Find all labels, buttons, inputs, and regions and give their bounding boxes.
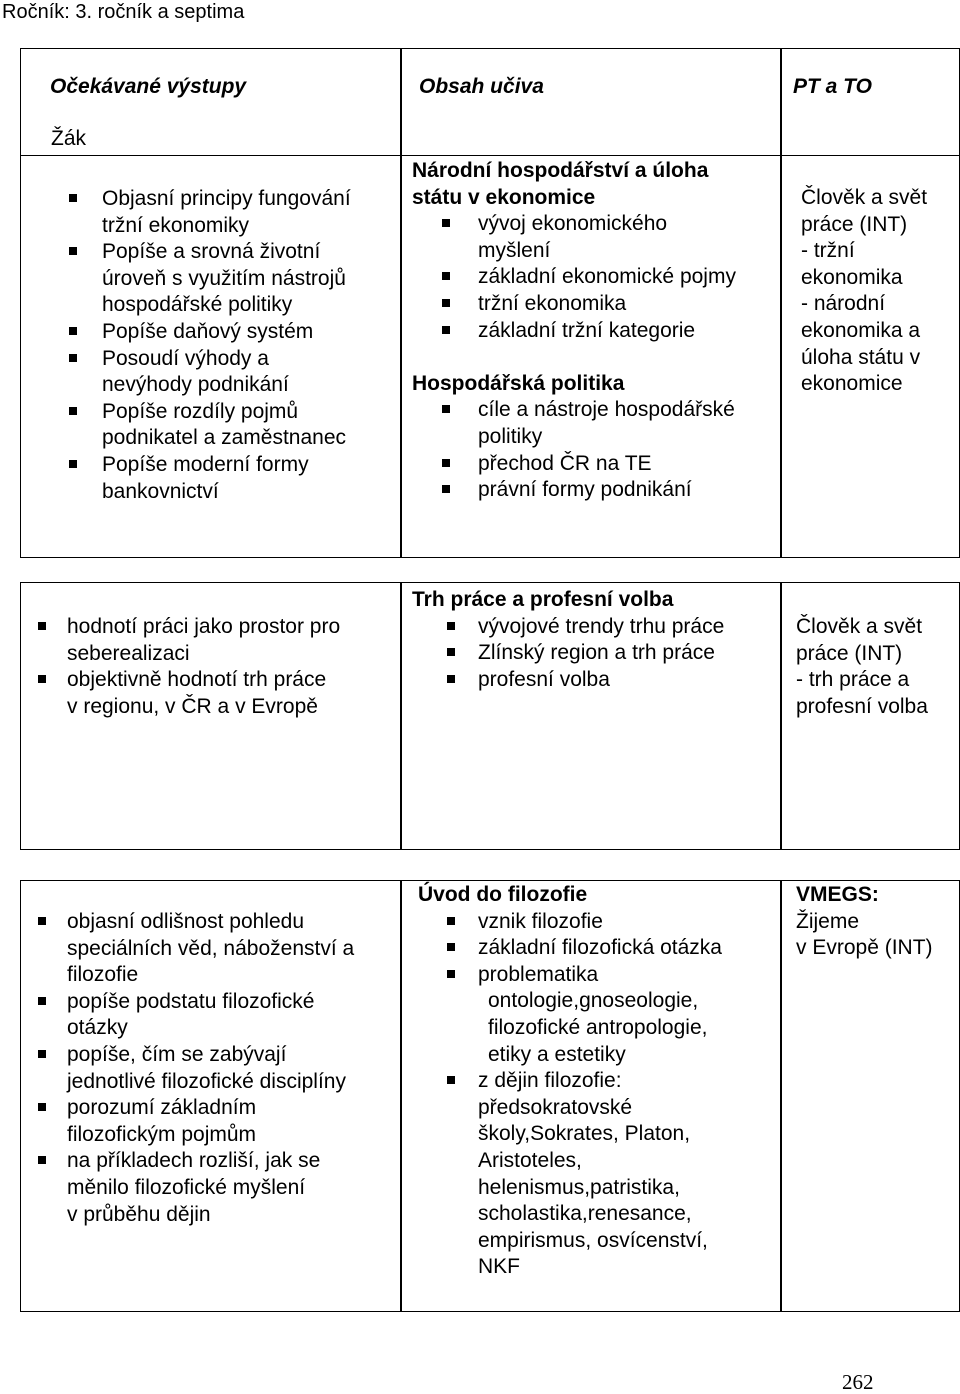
list-item: na příkladech rozliší, jak se měnilo filozofické myšlení v průběhu dějin xyxy=(37,1148,397,1228)
row1-outputs-list xyxy=(68,186,368,505)
grade-label: Ročník: 3. ročník a septima xyxy=(2,1,245,23)
text-line: filozofické antropologie, xyxy=(488,1015,708,1039)
list-item: objasní odlišnost pohledu speciálních věd, náboženství a filozofie xyxy=(37,909,397,989)
row2-outputs-list xyxy=(37,614,392,720)
list-item: Popíše a srovná životní úroveň s využitím nástrojů hospodářské politiky xyxy=(68,239,368,319)
row1-pt: Člověk a svět práce (INT) - tržní ekonomika - národní ekonomika a úloha státu v ekonomice xyxy=(801,186,928,396)
list-item: profesní volba xyxy=(478,667,772,694)
list-item: popíše podstatu filozofické otázky xyxy=(37,989,397,1042)
list-item: porozumí základním filozofickým pojmům xyxy=(37,1095,397,1148)
list-item: základní tržní kategorie xyxy=(478,318,772,345)
list-item: tržní ekonomika xyxy=(478,291,772,318)
list-item: základní filozofická otázka xyxy=(478,935,772,962)
row1-content xyxy=(412,158,772,504)
list-item: Zlínský region a trh práce xyxy=(478,640,772,667)
pt-title: VMEGS: xyxy=(796,883,879,906)
row3-pt: VMEGS: Žijeme v Evropě (INT) xyxy=(796,882,956,962)
section-list xyxy=(412,397,772,503)
pupil-label: Žák xyxy=(51,127,87,150)
list-item: Objasní principy fungování tržní ekonomiky xyxy=(68,186,368,239)
list-item: problematika xyxy=(478,962,772,989)
list-item: Popíše rozdíly pojmů podnikatel a zaměstnanec xyxy=(68,399,368,452)
list-item: vývoj ekonomického myšlení xyxy=(478,211,772,264)
text-line: ontologie,gnoseologie, xyxy=(488,989,699,1013)
list-item: z dějin filozofie: předsokratovské školy,Sokrates, Platon, Aristoteles, helenismus,patristika, scholastika,renesance, empirismus, osvícenství, NKF xyxy=(478,1068,772,1281)
header-outputs: Očekávané výstupy xyxy=(50,75,247,98)
list-item: hodnotí práci jako prostor pro seberealizaci xyxy=(37,614,392,667)
header-pt: PT a TO xyxy=(793,75,872,98)
list-item: Posoudí výhody a nevýhody podnikání xyxy=(68,346,368,399)
list-item: přechod ČR na TE xyxy=(478,451,772,478)
row2-content xyxy=(412,587,772,693)
section-title: Úvod do filozofie xyxy=(418,883,588,906)
list-item: cíle a nástroje hospodářské politiky xyxy=(478,397,772,450)
section-title: Hospodářská politika xyxy=(412,371,625,395)
section-list xyxy=(412,614,772,694)
page-number: 262 xyxy=(842,1370,874,1394)
row2-pt: Člověk a svět práce (INT) - trh práce a profesní volba xyxy=(796,615,928,718)
text-line: etiky a estetiky xyxy=(488,1042,626,1066)
list-item: základní ekonomické pojmy xyxy=(478,264,772,291)
list-item: vznik filozofie xyxy=(478,909,772,936)
list-item: vývojové trendy trhu práce xyxy=(478,614,772,641)
section-list xyxy=(412,909,772,989)
list-item: popíše, čím se zabývají jednotlivé filozofické disciplíny xyxy=(37,1042,397,1095)
section-title: Národní hospodářství a úloha státu v ekonomice xyxy=(412,159,709,209)
list-item: objektivně hodnotí trh práce v regionu, v ČR a v Evropě xyxy=(37,667,392,720)
header-content: Obsah učiva xyxy=(419,75,544,98)
list-item: Popíše daňový systém xyxy=(68,319,368,346)
list-item: Popíše moderní formy bankovnictví xyxy=(68,452,368,505)
section-title: Trh práce a profesní volba xyxy=(412,588,674,611)
row3-outputs-list xyxy=(37,909,397,1228)
section-list xyxy=(412,211,772,344)
list-item: právní formy podnikání xyxy=(478,477,772,504)
row3-content xyxy=(412,882,772,1281)
section-list xyxy=(412,1068,772,1281)
